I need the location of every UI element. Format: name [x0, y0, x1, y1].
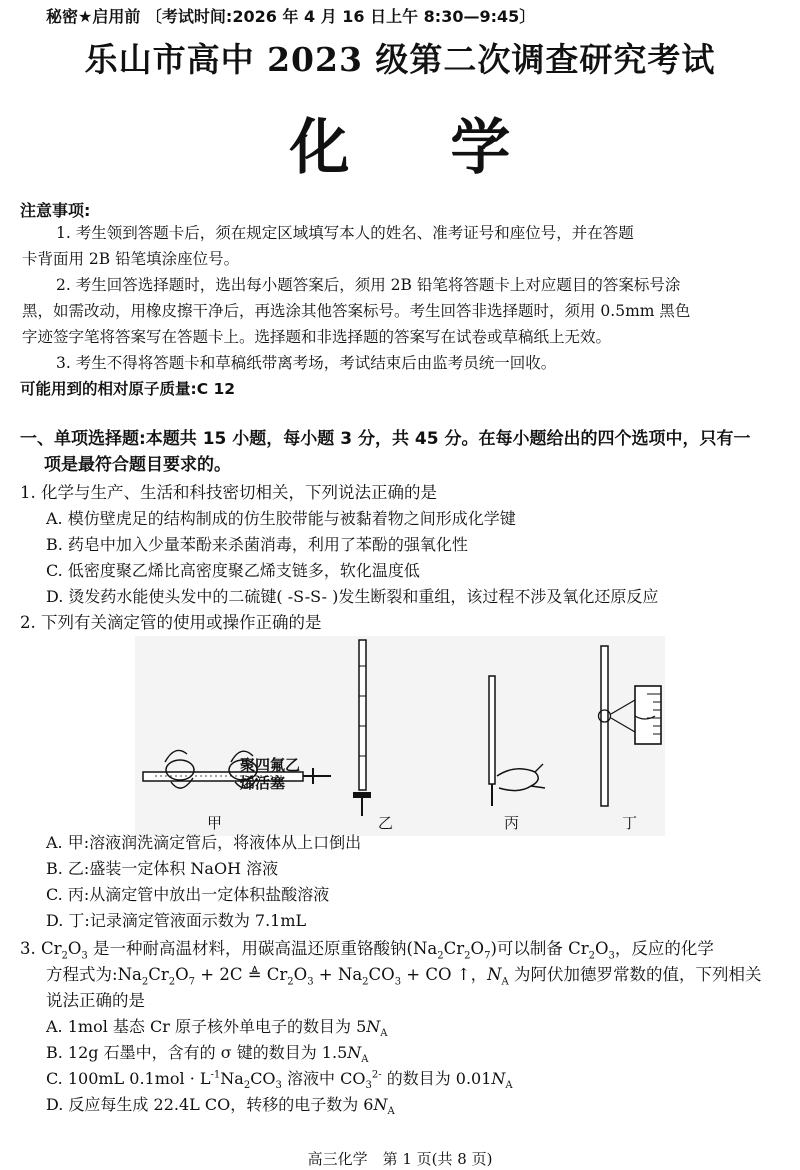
question-1-option-a: A. 模仿壁虎足的结构制成的仿生胶带能与被黏着物之间形成化学键 [46, 509, 516, 528]
subject-title: 化 学 [289, 113, 551, 183]
notice-heading: 注意事项: [20, 201, 91, 220]
stopcock-label: 聚四氟乙 烯活塞 [240, 756, 301, 792]
notice-item-3: 3. 考生不得将答题卡和草稿纸带离考场，考试结束后由监考员统一回收。 [56, 354, 557, 372]
bing-burette [489, 676, 495, 784]
label-jia: 甲 [207, 814, 223, 832]
question-2-option-c: C. 丙:从滴定管中放出一定体积盐酸溶液 [46, 885, 330, 904]
exam-header: 秘密★启用前 〔考试时间:2026 年 4 月 16 日上午 8:30—9:45〕 [46, 7, 536, 26]
burette-figure [135, 636, 665, 836]
question-2-option-d: D. 丁:记录滴定管液面示数为 7.1mL [46, 911, 307, 930]
section-line-1: 一、单项选择题:本题共 15 小题，每小题 3 分，共 45 分。在每小题给出的四个选项中，只有一 [20, 429, 751, 449]
question-2-option-a: A. 甲:溶液润洗滴定管后，将液体从上口倒出 [46, 833, 362, 852]
question-3-line-1: 3. $Cr_2O_3$ 是一种耐高温材料，用碳高温还原重铬酸钠$(Na_2Cr_2O_7)$可以制备 $Cr_2O_3$，反应的化学 [20, 939, 714, 962]
question-1-option-b: B. 药皂中加入少量苯酚来杀菌消毒，利用了苯酚的强氧化性 [46, 535, 468, 554]
figure-background [135, 636, 665, 836]
notice-item-1b: 卡背面用 2B 铅笔填涂座位号。 [22, 250, 240, 268]
label-yi: 乙 [378, 814, 394, 832]
exam-title: 乐山市高中 2023 级第二次调查研究考试 [84, 40, 716, 79]
question-1-stem: 1. 化学与生产、生活和科技密切相关，下列说法正确的是 [20, 483, 437, 502]
yi-stopcock [353, 792, 371, 798]
section-heading [20, 426, 782, 478]
question-3 [20, 936, 790, 1118]
section-line-2: 项是最符合题目要求的。 [44, 455, 231, 475]
yi-burette [359, 640, 366, 790]
label-ding: 丁 [622, 814, 638, 832]
question-3-option-c: C. 100mL $0.1mol \cdot L^{-1}Na_2CO_3$ 溶液中 $CO_3^{2-}$ 的数目为 $0.01N_A$ [46, 1069, 513, 1092]
question-2-option-b: B. 乙:盛装一定体积 NaOH 溶液 [46, 859, 279, 878]
question-1-option-d: D. 烫发药水能使头发中的二硫键( -S-S- )发生断裂和重组，该过程不涉及氧化还原反应 [46, 587, 659, 606]
question-3-line-3: 说法正确的是 [46, 991, 145, 1010]
notice-item-2b: 黑，如需改动，用橡皮擦干净后，再选涂其他答案标号。考生回答非选择题时，须用 0.5mm 黑色 [22, 302, 691, 320]
notice-item-2c: 字迹签字笔将答案写在答题卡上。选择题和非选择题的答案写在试卷或草稿纸上无效。 [22, 328, 612, 346]
question-3-option-a: A. 1mol 基态 Cr 原子核外单电子的数目为 $5N_A$ [46, 1017, 388, 1040]
notice-item-2a: 2. 考生回答选择题时，选出每小题答案后，须用 2B 铅笔将答题卡上对应题目的答案标号涂 [56, 276, 681, 294]
question-2-stem: 2. 下列有关滴定管的使用或操作正确的是 [20, 613, 322, 632]
question-2-options [46, 830, 786, 934]
question-3-option-d: D. 反应每生成 22.4L CO，转移的电子数为 $6N_A$ [46, 1095, 395, 1118]
label-bing: 丙 [504, 814, 520, 832]
notice-item-1a: 1. 考生领到答题卡后，须在规定区域填写本人的姓名、准考证号和座位号，并在答题 [56, 224, 634, 242]
question-1 [20, 480, 790, 636]
ding-burette [601, 646, 608, 806]
question-1-option-c: C. 低密度聚乙烯比高密度聚乙烯支链多，软化温度低 [46, 561, 420, 580]
ding-magnified-scale [635, 686, 661, 744]
notice-block [22, 220, 780, 402]
question-3-line-2: 方程式为$:Na_2Cr_2O_7 + 2C$ ≜ $Cr_2O_3 + Na_2CO_3$ + CO ↑，$N_A$ 为阿伏加德罗常数的值，下列相关 [46, 965, 762, 988]
question-3-option-b: B. 12g 石墨中，含有的 σ 键的数目为 $1.5N_A$ [46, 1043, 369, 1066]
page-footer: 高三化学 第 1 页(共 8 页) [307, 1150, 493, 1168]
atomic-mass: 可能用到的相对原子质量:C 12 [20, 380, 236, 398]
